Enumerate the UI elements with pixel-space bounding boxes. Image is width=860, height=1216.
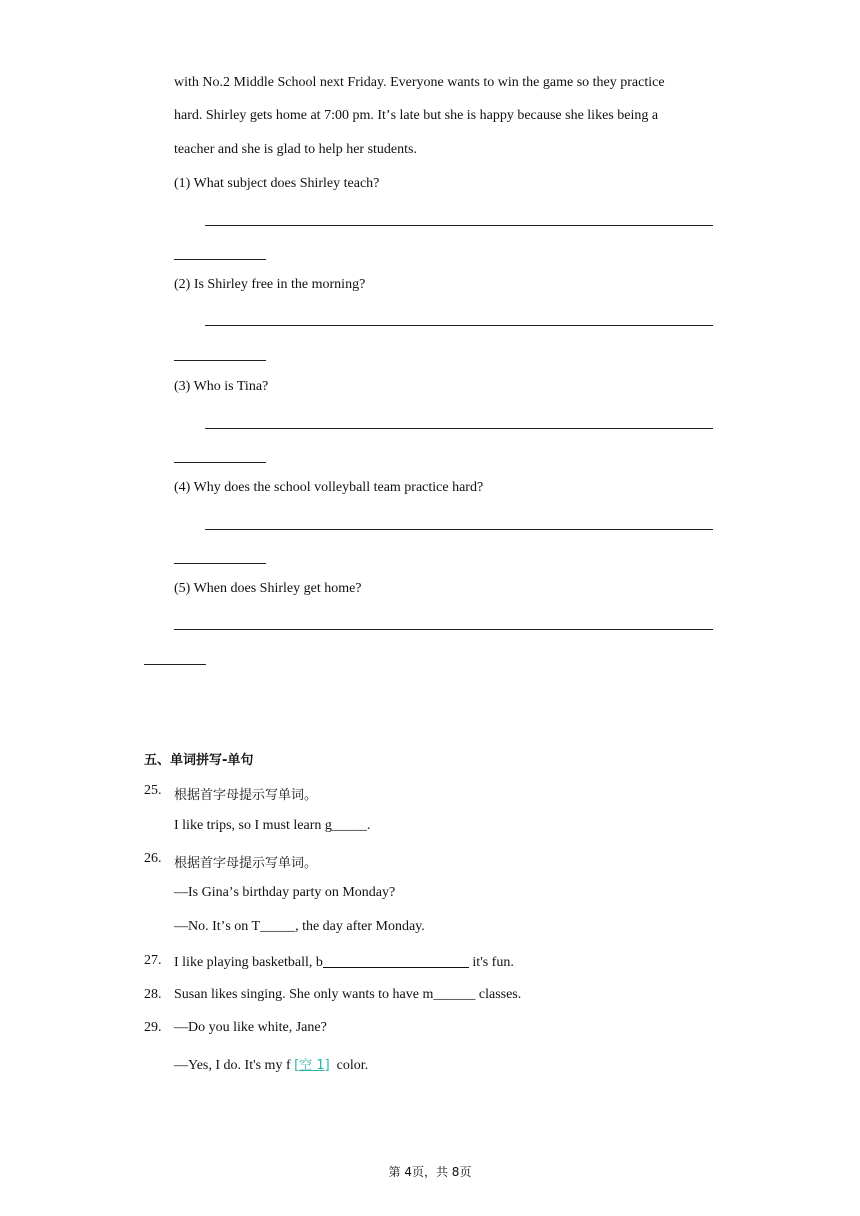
- item-number-28: 28.: [144, 987, 162, 1002]
- item-29-line-1: —Do you like white, Jane?: [174, 1020, 327, 1035]
- item-27-text-after: it's fun.: [468, 955, 514, 970]
- question-5: (5) When does Shirley get home?: [174, 581, 362, 596]
- item-26-line-1: —Is Ginaʼs birthday party on Monday?: [174, 885, 396, 900]
- question-4: (4) Why does the school volleyball team practice hard?: [174, 480, 484, 495]
- answer-line-2a[interactable]: [205, 325, 713, 326]
- question-2: (2) Is Shirley free in the morning?: [174, 277, 366, 292]
- item-number-26: 26.: [144, 851, 162, 866]
- page-number: 第 4页，共 8页: [388, 1165, 472, 1179]
- item-25-sentence: I like trips, so I must learn g_____.: [174, 818, 371, 833]
- item-27-text-before: I like playing basketball, b: [174, 955, 323, 970]
- question-1: (1) What subject does Shirley teach?: [174, 176, 380, 191]
- answer-line-3a[interactable]: [205, 428, 713, 429]
- answer-line-1a[interactable]: [205, 225, 713, 226]
- item-27-sentence: [174, 953, 514, 971]
- answer-line-1b[interactable]: [174, 259, 266, 260]
- section-title: 五、单词拼写-单句: [144, 753, 254, 768]
- item-28-sentence: Susan likes singing. She only wants to have m______ classes.: [174, 987, 522, 1002]
- item-number-27: 27.: [144, 953, 162, 968]
- item-27-blank[interactable]: [323, 953, 469, 968]
- answer-line-2b[interactable]: [174, 360, 266, 361]
- passage-line-1: with No.2 Middle School next Friday. Everyone wants to win the game so they practice: [174, 75, 665, 90]
- answer-line-3b[interactable]: [174, 462, 266, 463]
- item-26-instruction: 根据首字母提示写单词。: [174, 856, 318, 871]
- answer-line-5b[interactable]: [144, 664, 206, 665]
- item-25-instruction: 根据首字母提示写单词。: [174, 788, 318, 803]
- item-29-text-before: —Yes, I do. It's my f: [174, 1058, 295, 1073]
- passage-line-3: teacher and she is glad to help her students.: [174, 142, 417, 157]
- answer-line-4b[interactable]: [174, 563, 266, 564]
- item-26-line-2: —No. Itʼs on T_____, the day after Monday.: [174, 919, 425, 934]
- item-number-25: 25.: [144, 783, 162, 798]
- answer-line-4a[interactable]: [205, 529, 713, 530]
- passage-line-2: hard. Shirley gets home at 7:00 pm. Itʼs late but she is happy because she likes being a: [174, 108, 659, 123]
- item-29-blank-link[interactable]: [空 1]: [294, 1058, 330, 1073]
- item-29-line-2: [174, 1054, 368, 1074]
- answer-line-5a[interactable]: [174, 629, 713, 630]
- item-number-29: 29.: [144, 1020, 162, 1035]
- question-3: (3) Who is Tina?: [174, 379, 269, 394]
- item-29-text-after: color.: [329, 1058, 369, 1073]
